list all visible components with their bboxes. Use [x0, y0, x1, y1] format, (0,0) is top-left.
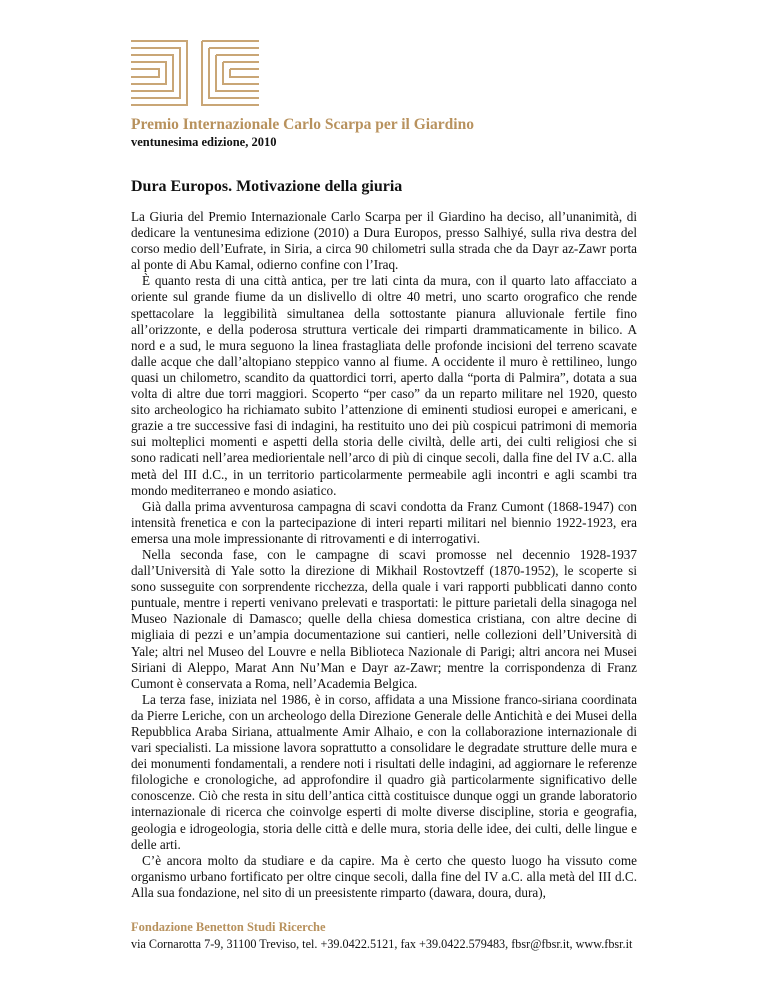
edition-subtitle: ventunesima edizione, 2010 — [131, 135, 277, 149]
footer-address: via Cornarotta 7-9, 31100 Treviso, tel. +39.0422.5121, fax +39.0422.579483, fbsr@fbsr.it, www.fbsr.it — [131, 937, 633, 951]
fbsr-labyrinth-logo-icon — [130, 40, 260, 106]
footer-organization: Fondazione Benetton Studi Ricerche — [131, 920, 326, 934]
paragraph: Nella seconda fase, con le campagne di scavi promosse nel decennio 1928-1937 dall’Università di Yale sotto la direzione di Mikhail Rostovtzeff (1870-1952), le scoperte si sono susseguite con sorprendente ricchezza, della quale i vari rapporti pubblicati danno conto puntuale, mentre i reperti venivano prelevati e trasportati: le pitture parietali della sinagoga nel Museo Nazionale di Damasco; quelle della chiesa domestica cristiana, con altre decine di migliaia di pezzi e un’ampia documentazione sui cantieri, nelle collezioni dell’Università di Yale; altri nel Museo del Louvre e nella Biblioteca Nazionale di Parigi; altri ancora nei Musei Siriani di Aleppo, Marat Ann Nu’Man e Dayr az-Zawr; mentre la corrispondenza di Franz Cumont è conservata a Roma, nell’Academia Belgica. — [131, 546, 637, 691]
paragraph: C’è ancora molto da studiare e da capire. Ma è certo che questo luogo ha vissuto come organismo urbano fortificato per oltre cinque secoli, dalla fine del IV a.C. alla metà del III d.C. Alla sua fondazione, nel sito di un preesistente rimparto (dawara, doura, dura), — [131, 852, 637, 900]
document-body — [131, 209, 637, 901]
document-title: Dura Europos. Motivazione della giuria — [131, 178, 403, 195]
paragraph: È quanto resta di una città antica, per tre lati cinta da mura, con il quarto lato affacciato a oriente sul grande fiume da un dislivello di oltre 40 metri, uno scarto orografico che rende spettacolare la leggibilità simultanea della sottostante pianura alluvionale fertile fino all’orizzonte, e della poderosa struttura verticale dei rimparti drammaticamente in bilico. A nord e a sud, le mura seguono la linea frastagliata delle profonde incisioni del terreno scavate dalle acque che dall’altopiano steppico vanno al fiume. A occidente il muro è rettilineo, lungo quasi un chilometro, scandito da quattordici torri, aperto dalla “porta di Palmira”, dotata a sua volta di altre due torri maggiori. Scoperto “per caso” da un reparto militare nel 1920, questo sito archeologico ha richiamato subito l’attenzione di eminenti studiosi europei e americani, e grazie a tre successive fasi di indagini, ha restituito uno dei più cospicui patrimoni di memoria sui molteplici momenti e aspetti della storia delle civiltà, delle arti, dei culti religiosi che si sono radicati nell’area mediorientale nell’arco di più di cinque secoli, dalla fine del IV a.C. alla metà del III d.C., in un territorio particolarmente permeabile agli incontri e agli scambi tra mondo mediterraneo e mondo asiatico. — [131, 273, 637, 498]
prize-title: Premio Internazionale Carlo Scarpa per il Giardino — [131, 116, 474, 133]
paragraph: La Giuria del Premio Internazionale Carlo Scarpa per il Giardino ha deciso, all’unanimità, di dedicare la ventunesima edizione (2010) a Dura Europos, presso Salhiyé, sulla riva destra del corso medio dell’Eufrate, in Siria, a circa 90 chilometri sulla strada che da Dayr az-Zawr porta al ponte di Abu Kamal, odierno confine con l’Iraq. — [131, 209, 637, 273]
paragraph: Già dalla prima avventurosa campagna di scavi condotta da Franz Cumont (1868-1947) con intensità frenetica e con la partecipazione di interi reparti militari nel biennio 1922-1923, era emersa una mole impressionante di ritrovamenti e di interrogativi. — [131, 498, 637, 546]
paragraph: La terza fase, iniziata nel 1986, è in corso, affidata a una Missione franco-siriana coordinata da Pierre Leriche, con un archeologo della Direzione Generale delle Antichità e dei Musei della Repubblica Araba Siriana, attualmente Amir Alhaio, e con la collaborazione internazionale di vari specialisti. La missione lavora soprattutto a consolidare le degradate strutture delle mura e dei monumenti fondamentali, a rendere noti i risultati delle indagini, ad aggiornare le referenze filologiche e cronologiche, ad approfondire il quadro già particolarmente significativo delle conoscenze. Ciò che resta in situ dell’antica città costituisce dunque oggi un grande laboratorio internazionale di ricerca che coinvolge esperti di molte diverse discipline, storia e geografia, geologia e idrogeologia, storia delle città e delle mura, storia delle idee, dei culti, delle lingue e delle arti. — [131, 691, 637, 852]
